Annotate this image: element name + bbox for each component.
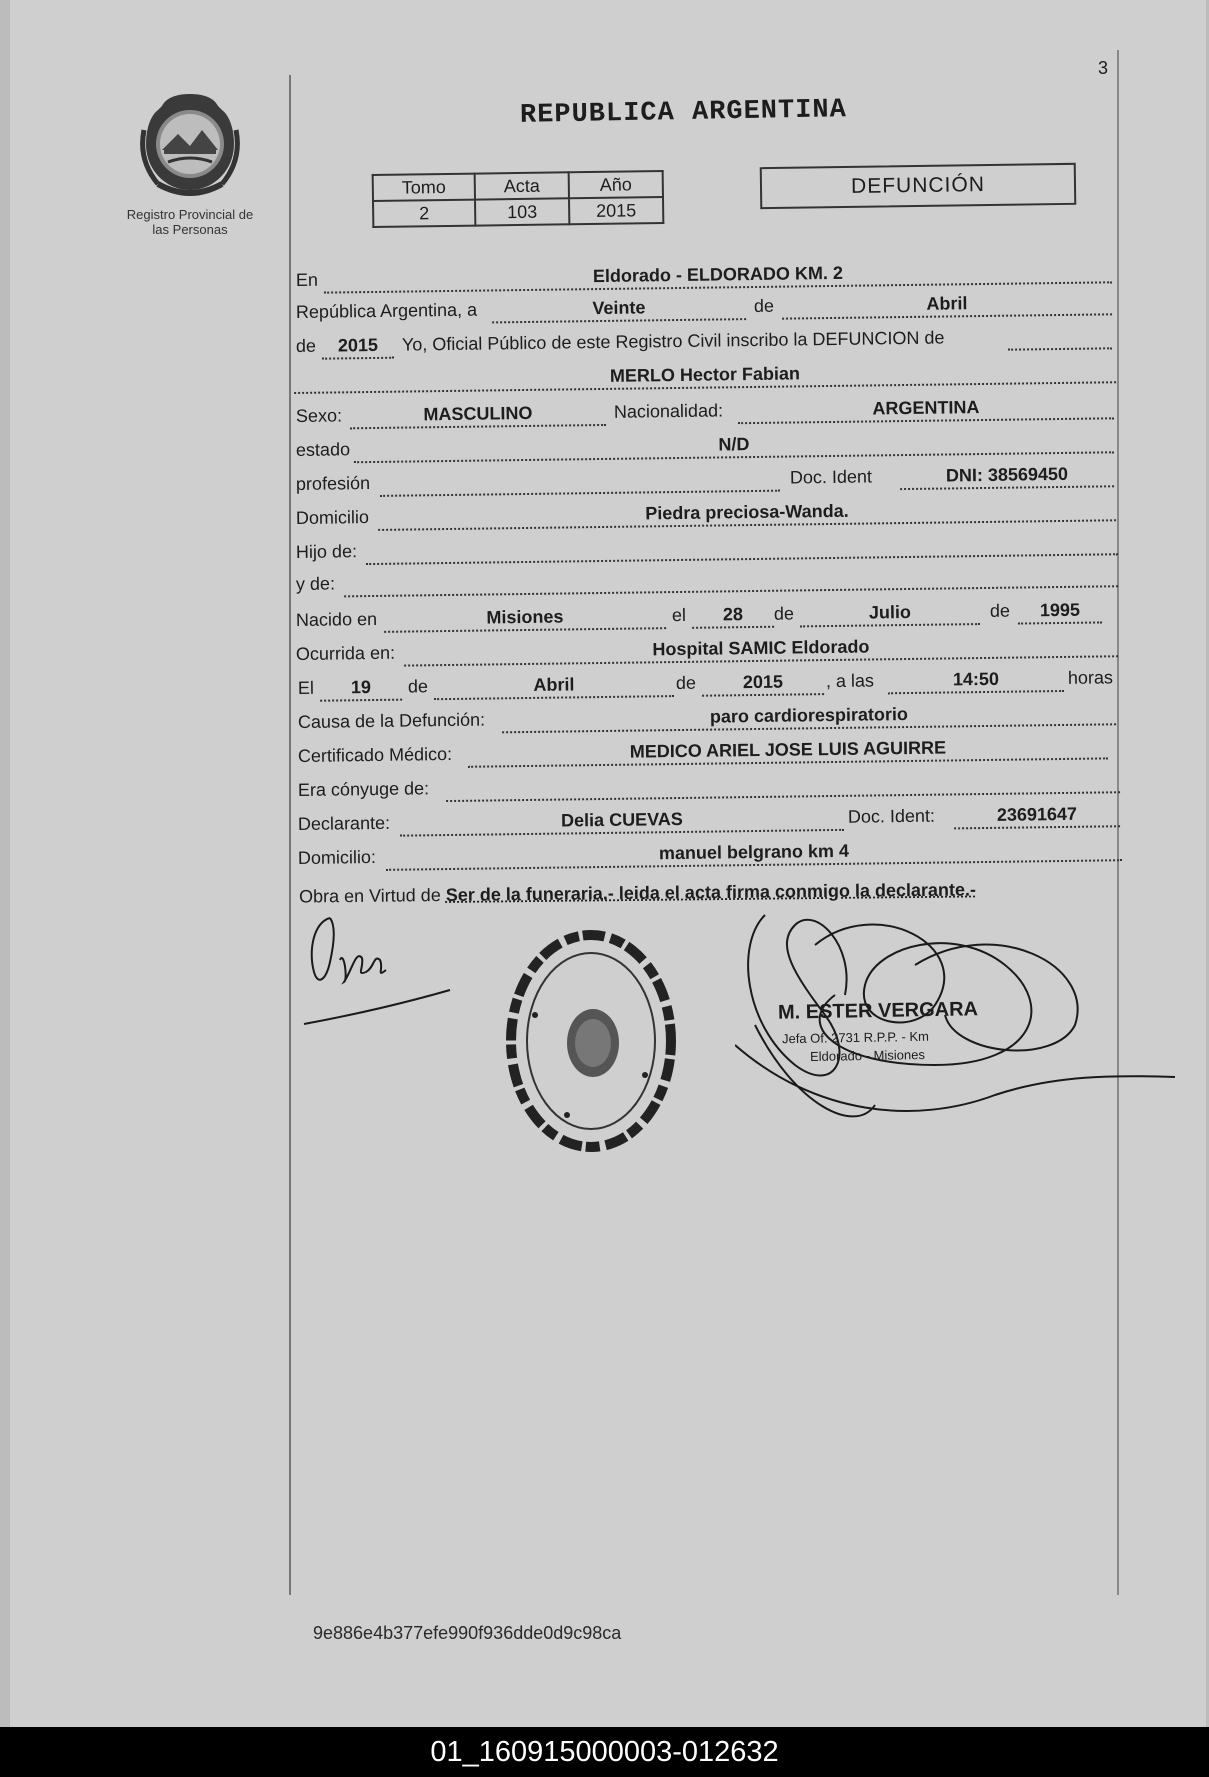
field-death-time: 14:50 [888, 668, 1064, 694]
label-declarante: Declarante: [297, 812, 391, 834]
label-estado: estado [295, 439, 351, 460]
field-causa: paro cardiorespiratorio [502, 701, 1116, 733]
registry-line-2: las Personas [152, 222, 228, 237]
value-tomo: 2 [373, 200, 475, 227]
header-tomo: Tomo [373, 174, 475, 201]
label-de-5: de [407, 676, 429, 697]
label-sexo: Sexo: [295, 405, 343, 426]
label-hijo: Hijo de: [295, 541, 358, 562]
registry-name [110, 207, 270, 237]
field-deceased-name: MERLO Hector Fabian [294, 359, 1116, 394]
field-death-day: 19 [320, 677, 402, 702]
signature-place: Eldorado - Misiones [809, 1046, 926, 1065]
record-number-table [372, 170, 665, 228]
label-en: En [295, 269, 319, 290]
label-y-de: y de: [295, 573, 336, 594]
header-anio: Año [569, 171, 663, 198]
field-birth-month: Julio [800, 601, 980, 627]
label-conyuge: Era cónyuge de: [297, 778, 430, 800]
label-republica: República Argentina, a [295, 299, 478, 322]
field-death-month: Abril [434, 673, 674, 700]
field-birth-year: 1995 [1018, 599, 1102, 624]
label-obra: Obra en Virtud de [298, 885, 441, 907]
label-el: el [671, 604, 687, 626]
field-obra: Ser de la funeraria.- leida el acta firma conmigo la declarante.- [445, 879, 977, 906]
label-domicilio: Domicilio [295, 507, 370, 528]
label-nacido: Nacido en [295, 608, 378, 630]
signature-name: M. ESTER VERGARA [777, 998, 979, 1024]
label-doc-ident-2: Doc. Ident: [847, 805, 936, 827]
field-estado: N/D [354, 429, 1114, 463]
official-stamp [505, 925, 685, 1155]
left-margin-line [289, 75, 291, 1595]
label-de-1: de [753, 295, 775, 317]
label-nacionalidad: Nacionalidad: [613, 400, 724, 422]
field-domicilio-2: manuel belgrano km 4 [386, 837, 1122, 871]
field-domicilio: Piedra preciosa-Wanda. [378, 497, 1116, 531]
label-de-2: de [295, 335, 317, 356]
label-de-3: de [773, 603, 795, 624]
label-doc-ident: Doc. Ident [789, 466, 873, 488]
field-year: 2015 [322, 335, 394, 360]
label-inscribo: Yo, Oficial Público de este Registro Civil inscribo la DEFUNCION de [401, 327, 945, 355]
field-inscribo-blank [1008, 325, 1112, 350]
label-de-4: de [989, 600, 1011, 621]
field-doc-ident-2: 23691647 [954, 803, 1120, 829]
signature-title: Jefa Of. 2731 R.P.P. - Km [781, 1028, 930, 1047]
provincia-de-misiones-seal-icon [138, 90, 242, 198]
label-a-las: , a las [825, 670, 875, 692]
document-title: REPUBLICA ARGENTINA [519, 95, 848, 131]
field-month: Abril [782, 291, 1112, 319]
field-doc-ident: DNI: 38569450 [900, 463, 1114, 490]
label-horas: horas [1067, 667, 1114, 688]
field-declarante: Delia CUEVAS [400, 807, 844, 837]
label-certificado: Certificado Médico: [297, 743, 453, 766]
field-ocurrida: Hospital SAMIC Eldorado [404, 633, 1118, 666]
field-death-year: 2015 [702, 671, 824, 697]
header-acta: Acta [475, 172, 569, 199]
value-acta: 103 [475, 198, 569, 225]
field-place: Eldorado - ELDORADO KM. 2 [324, 259, 1112, 293]
field-day-words: Veinte [492, 296, 746, 323]
field-certificado: MEDICO ARIEL JOSE LUIS AGUIRRE [468, 735, 1108, 767]
value-anio: 2015 [569, 197, 663, 224]
label-ocurrida: Ocurrida en: [295, 642, 396, 664]
official-signature [735, 905, 1175, 1145]
document-hash: 9e886e4b377efe990f936dde0d9c98ca [313, 1623, 622, 1643]
field-birth-day: 28 [692, 604, 774, 629]
registry-line-1: Registro Provincial de [126, 207, 254, 222]
label-el-2: El [297, 677, 315, 698]
label-de-6: de [675, 672, 697, 694]
label-causa: Causa de la Defunción: [297, 709, 486, 732]
field-nacionalidad: ARGENTINA [738, 395, 1114, 424]
field-nacido-en: Misiones [384, 605, 666, 633]
page-number: 3 [1098, 58, 1109, 78]
record-type-box: DEFUNCIÓN [760, 163, 1077, 209]
label-domicilio-2: Domicilio: [297, 846, 377, 868]
label-profesion: profesión [295, 473, 371, 494]
footer-code: 01_160915000003-012632 [430, 1736, 779, 1768]
field-sexo: MASCULINO [350, 402, 606, 429]
declarant-signature [300, 910, 460, 1030]
